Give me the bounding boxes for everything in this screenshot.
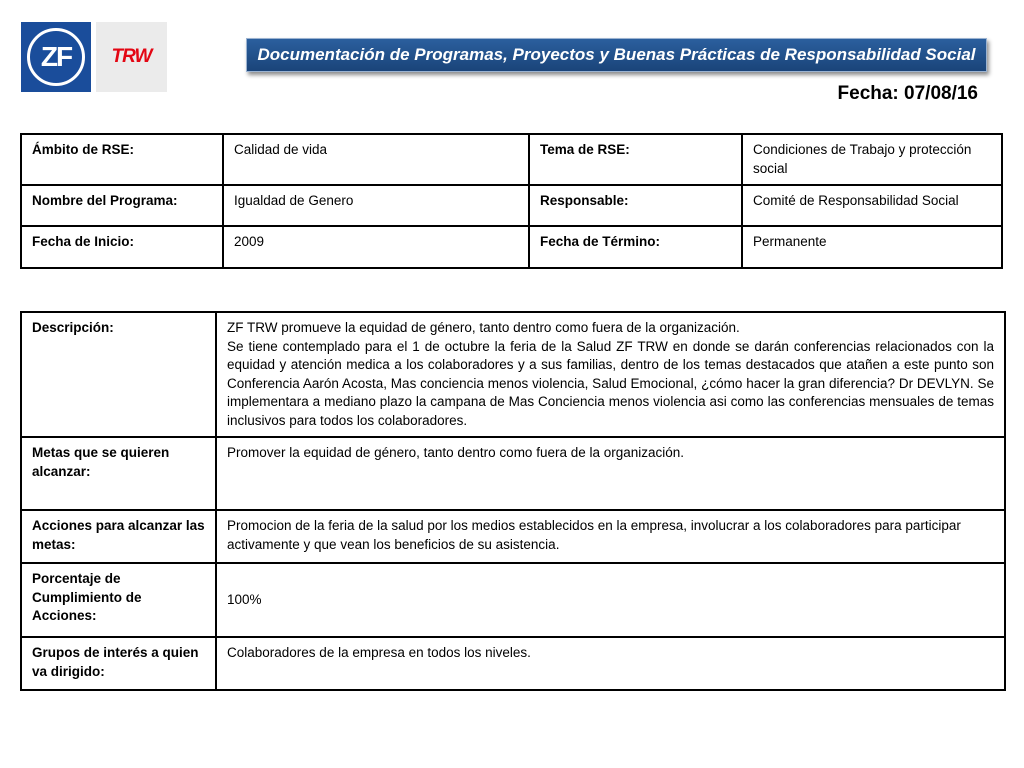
responsable-label: Responsable:	[529, 185, 742, 226]
tema-value: Condiciones de Trabajo y protección social	[742, 134, 1002, 185]
ambito-label: Ámbito de RSE:	[21, 134, 223, 185]
table-row	[21, 226, 1002, 268]
title-banner	[246, 38, 987, 72]
zf-logo-text: ZF	[40, 41, 72, 72]
porcentaje-value: 100%	[216, 563, 1005, 637]
program-info-table	[20, 133, 1003, 269]
inicio-value: 2009	[223, 226, 529, 268]
metas-value: Promover la equidad de género, tanto dentro como fuera de la organización.	[216, 437, 1005, 510]
descripcion-value	[216, 312, 1005, 437]
zf-logo	[21, 22, 91, 92]
table-row	[21, 637, 1005, 690]
trw-logo-text: TRW	[111, 46, 152, 67]
responsable-value: Comité de Responsabilidad Social	[742, 185, 1002, 226]
trw-logo	[96, 22, 167, 92]
descripcion-line-1: ZF TRW promueve la equidad de género, tanto dentro como fuera de la organización.	[227, 320, 740, 335]
programa-label: Nombre del Programa:	[21, 185, 223, 226]
grupos-label: Grupos de interés a quien va dirigido:	[21, 637, 216, 690]
descripcion-label: Descripción:	[21, 312, 216, 437]
inicio-label: Fecha de Inicio:	[21, 226, 223, 268]
page-title: Documentación de Programas, Proyectos y Buenas Prácticas de Responsabilidad Social	[257, 45, 976, 64]
table-row	[21, 185, 1002, 226]
table-row	[21, 437, 1005, 510]
descripcion-line-2: Se tiene contemplado para el 1 de octubre la feria de la Salud ZF TRW en donde se darán conferencias relacionados con la equidad y atención medica a los colaboradores y a sus familias, dentro de los temas destacados que atañen a este punto son Conferencia Aarón Acosta, Mas conciencia menos violencia, Salud Emocional, ¿cómo hacer la gran diferencia? Dr DEVLYN. Se implementara a mediano plazo la campana de Mas Conciencia menos violencia asi como las conferencias mensuales de temas inclusivos para todos los colaboradores.	[227, 338, 994, 428]
tema-label: Tema de RSE:	[529, 134, 742, 185]
acciones-value: Promocion de la feria de la salud por los medios establecidos en la empresa, involucrar a los colaboradores para participar activamente y que vean los beneficios de su asistencia.	[216, 510, 1005, 563]
program-detail-table	[20, 311, 1006, 691]
document-date: Fecha: 07/08/16	[837, 83, 978, 104]
programa-value: Igualdad de Genero	[223, 185, 529, 226]
table-row	[21, 563, 1005, 637]
zf-logo-ring	[27, 28, 85, 86]
table-row	[21, 510, 1005, 563]
grupos-value: Colaboradores de la empresa en todos los niveles.	[216, 637, 1005, 690]
table-row	[21, 134, 1002, 185]
table-row	[21, 312, 1005, 437]
porcentaje-label: Porcentaje de Cumplimiento de Acciones:	[21, 563, 216, 637]
metas-label: Metas que se quieren alcanzar:	[21, 437, 216, 510]
termino-value: Permanente	[742, 226, 1002, 268]
termino-label: Fecha de Término:	[529, 226, 742, 268]
ambito-value: Calidad de vida	[223, 134, 529, 185]
acciones-label: Acciones para alcanzar las metas:	[21, 510, 216, 563]
